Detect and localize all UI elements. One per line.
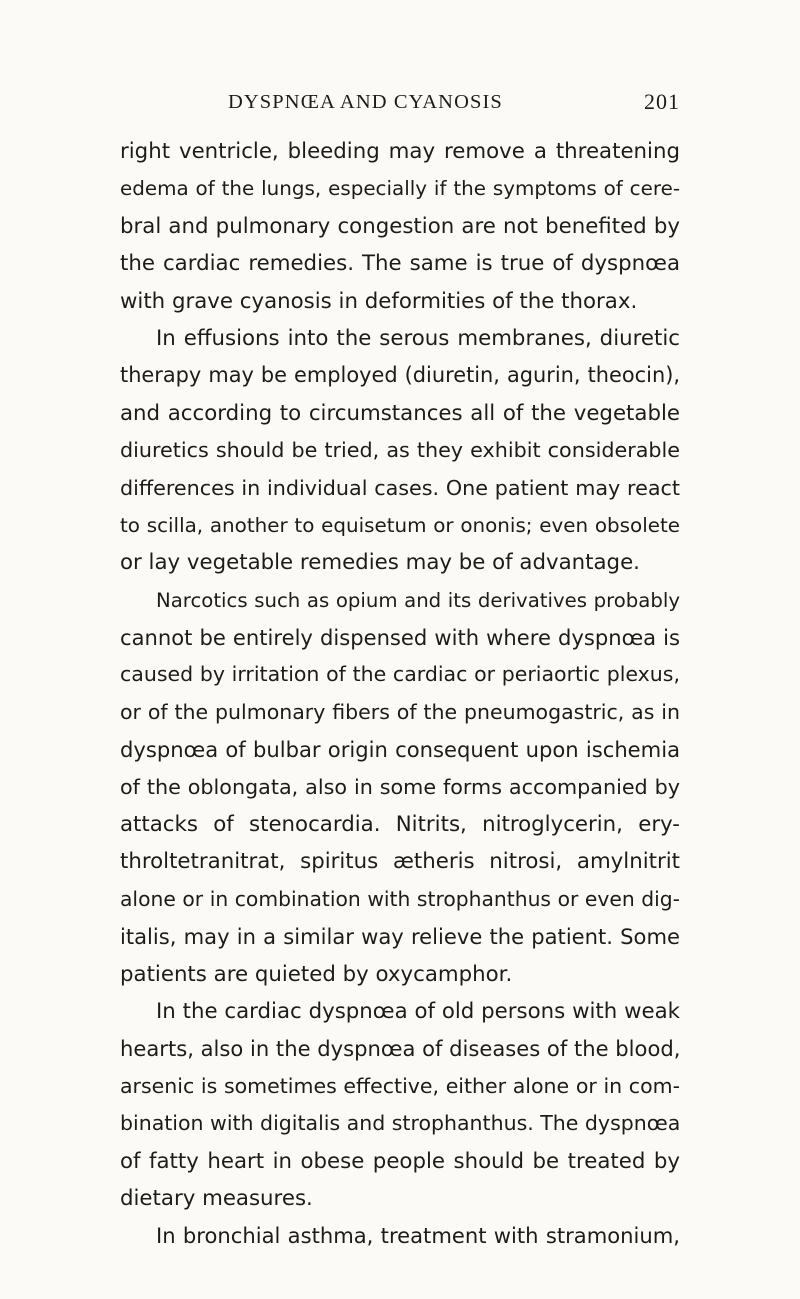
text-line: and according to circumstances all of the vegetable <box>120 400 680 426</box>
text-line: attacks of stenocardia. Nitrits, nitroglycerin, ery- <box>120 812 680 838</box>
text-line: with grave cyanosis in deformities of the thorax. <box>120 288 638 314</box>
text-line: italis, may in a similar way relieve the patient. Some <box>120 924 680 950</box>
text-line: dyspnœa of bulbar origin consequent upon ischemia <box>120 737 680 763</box>
text-line: bination with digitalis and strophanthus. The dyspnœa <box>120 1111 681 1136</box>
text-line: alone or in combination with strophanthus or even dig- <box>120 886 680 911</box>
text-line: of the oblongata, also in some forms accompanied by <box>120 774 680 799</box>
text-line: right ventricle, bleeding may remove a threatening <box>120 139 680 164</box>
running-title: DYSPNŒA AND CYANOSIS <box>228 91 503 113</box>
text-line: In effusions into the serous membranes, diuretic <box>156 325 680 351</box>
text-line: In bronchial asthma, treatment with stramonium, <box>156 1223 680 1249</box>
paragraph <box>120 993 680 1217</box>
text-line: throltetranitrat, spiritus ætheris nitrosi, amylnitrit <box>120 849 680 875</box>
text-line: the cardiac remedies. The same is true of dyspnœa <box>120 251 680 277</box>
text-line: edema of the lungs, especially if the symptoms of cere- <box>120 177 680 201</box>
text-line: of fatty heart in obese people should be treated by <box>120 1148 680 1174</box>
text-line: hearts, also in the dyspnœa of diseases of the blood, <box>120 1036 681 1062</box>
page-number: 201 <box>644 89 680 114</box>
body-text <box>120 133 680 1255</box>
text-line: diuretics should be tried, as they exhibit considerable <box>120 438 680 463</box>
text-line: differences in individual cases. One patient may react <box>120 475 680 500</box>
paragraph <box>120 133 680 320</box>
text-line: patients are quieted by oxycamphor. <box>120 961 513 987</box>
text-line: arsenic is sometimes effective, either alone or in com- <box>120 1073 680 1098</box>
text-line: caused by irritation of the cardiac or periaortic plexus, <box>120 662 680 687</box>
text-line: cannot be entirely dispensed with where dyspnœa is <box>120 625 680 651</box>
text-line: or of the pulmonary fibers of the pneumogastric, as in <box>120 699 680 724</box>
text-line: In the cardiac dyspnœa of old persons with weak <box>156 998 680 1024</box>
paragraph <box>120 582 680 993</box>
running-head <box>120 88 680 116</box>
text-line: to scilla, another to equisetum or ononis; even obsolete <box>120 513 680 537</box>
text-line: dietary measures. <box>120 1185 313 1211</box>
paragraph <box>120 1217 680 1254</box>
text-line: Narcotics such as opium and its derivatives probably <box>156 588 680 612</box>
text-line: therapy may be employed (diuretin, agurin, theocin), <box>120 363 680 388</box>
text-line: bral and pulmonary congestion are not benefited by <box>120 213 680 239</box>
text-line: or lay vegetable remedies may be of advantage. <box>120 550 640 576</box>
paragraph <box>120 320 680 582</box>
